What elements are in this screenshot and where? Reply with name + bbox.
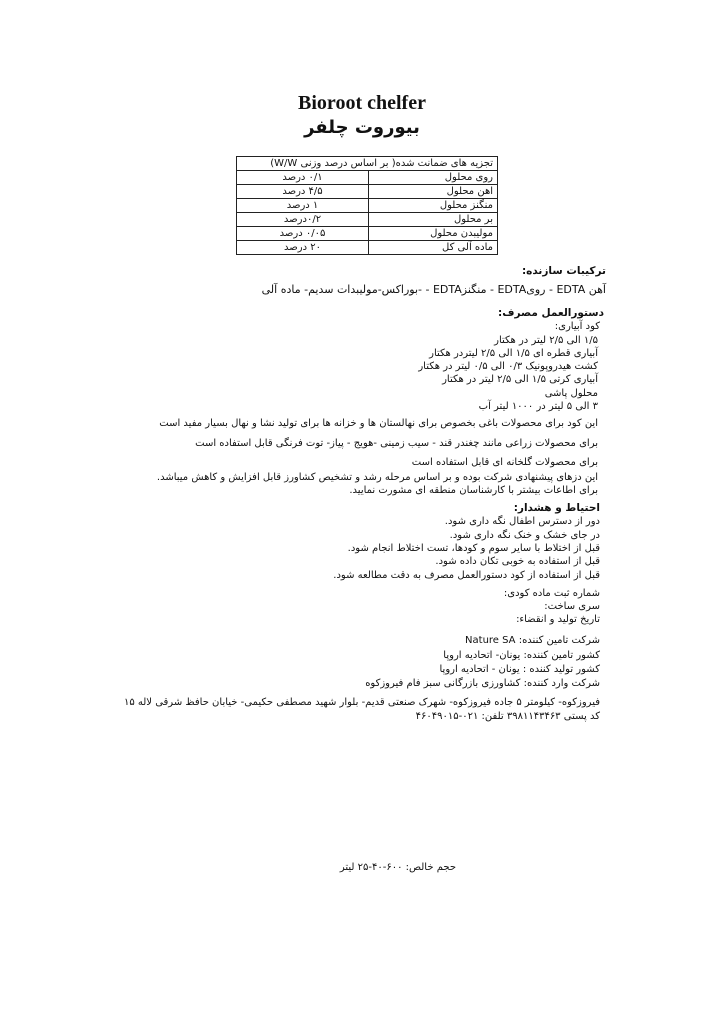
- importer-address: فیروزکوه- کیلومتر ۵ جاده فیروزکوه- شهرک صنعتی قدیم- بلوار شهید مصطفی حکیمی- خیابان حافظ شرقی لاله ۱۵: [123, 697, 600, 708]
- usage-note: برای محصولات گلخانه ای قابل استفاده است: [411, 457, 598, 468]
- usage-note: این کود برای محصولات باغی بخصوص برای نهالستان ها و خزانه ها برای تولید نشا و نهال بسیار مفید است: [159, 418, 598, 429]
- usage-line: آبیاری کرتی ۱/۵ الی ۲/۵ لیتر در هکتار: [442, 374, 598, 385]
- composition-text: آهن EDTA - رویEDTA - منگنزEDTA - -بوراکس-مولیبدات سدیم- ماده آلی: [261, 283, 606, 296]
- warning-line: قبل از استفاده از کود دستورالعمل مصرف به دقت مطالعه شود.: [333, 570, 600, 581]
- usage-line: کشت هیدروپونیک ۰/۳ الی ۰/۵ لیتر در هکتار: [418, 361, 598, 372]
- nutrient-name: ماده آلی کل: [369, 241, 498, 255]
- nutrient-name: منگنز محلول: [369, 199, 498, 213]
- usage-note: این دزهای پیشنهادی شرکت بوده و بر اساس مرحله رشد و تشخیص کشاورز قابل افزایش و کاهش میباشد.: [156, 472, 598, 483]
- postal-code-phone: کد پستی ۳۹۸۱۱۴۳۴۶۳ تلفن: ۰۲۱-۴۶۰۴۹۰۱۵: [415, 711, 600, 722]
- usage-line: محلول پاشی: [544, 388, 598, 399]
- table-row: [237, 213, 498, 227]
- usage-line: کود آبیاری:: [554, 321, 600, 332]
- table-row: [237, 241, 498, 255]
- usage-note: برای اطاعات بیشتر با کارشناسان منطقه ای مشورت نمایید.: [349, 485, 598, 496]
- usage-heading: دستورالعمل مصرف:: [498, 307, 604, 319]
- product-title-en: Bioroot chelfer: [298, 92, 426, 114]
- nutrient-value: ۰/۲درصد: [237, 213, 369, 227]
- usage-line: آبیاری قطره ای ۱/۵ الی ۲/۵ لیتردر هکتار: [429, 348, 598, 359]
- registration-number: شماره ثبت ماده کودی:: [503, 588, 600, 599]
- product-title-fa: بیوروت چلفر: [304, 117, 420, 138]
- composition-heading: ترکیبات سازنده:: [521, 265, 606, 277]
- table-row: [237, 227, 498, 241]
- nutrient-value: ۰/۰۵ درصد: [237, 227, 369, 241]
- table-row: [237, 199, 498, 213]
- supplier-company: شرکت تامین کننده: Nature SA: [465, 635, 600, 646]
- nutrient-name: اهن محلول: [369, 185, 498, 199]
- warning-line: دور از دسترس اطفال نگه داری شود.: [444, 516, 600, 527]
- nutrient-value: ۲۰ درصد: [237, 241, 369, 255]
- usage-line: ۱/۵ الی ۲/۵ لیتر در هکتار: [494, 335, 598, 346]
- warning-line: قبل از اختلاط با سایر سوم و کودها، تست اختلاط انجام شود.: [347, 543, 600, 554]
- guarantee-table: [236, 156, 498, 255]
- supplier-country: کشور تامین کننده: یونان- اتحادیه اروپا: [443, 650, 600, 661]
- guarantee-table-header: تجزیه های ضمانت شده( بر اساس درصد وزنی W/W): [237, 157, 498, 171]
- table-row: [237, 185, 498, 199]
- usage-line: ۳ الی ۵ لیتر در ۱۰۰۰ لیتر آب: [478, 401, 598, 412]
- nutrient-name: بر محلول: [369, 213, 498, 227]
- warning-line: قبل از استفاده به خوبی تکان داده شود.: [435, 556, 600, 567]
- nutrient-value: ۴/۵ درصد: [237, 185, 369, 199]
- nutrient-name: مولیبدن محلول: [369, 227, 498, 241]
- batch-number: سری ساخت:: [544, 601, 600, 612]
- nutrient-name: روی محلول: [369, 171, 498, 185]
- nutrient-value: ۰/۱ درصد: [237, 171, 369, 185]
- usage-note: برای محصولات زراعی مانند چغندر قند - سیب زمینی -هویج - پیاز- توت فرنگی قابل استفاده است: [195, 438, 598, 449]
- producer-country: کشور تولید کننده : یونان - اتحادیه اروپا: [439, 664, 600, 675]
- net-volume: حجم خالص: ۶۰۰-۴۰-۲۵ لیتر: [339, 862, 456, 873]
- table-row: [237, 171, 498, 185]
- production-expiry-date: تاریخ تولید و انقضاء:: [516, 614, 600, 625]
- importer-company: شرکت وارد کننده: کشاورزی بازرگانی سبز فام فیروزکوه: [365, 678, 600, 689]
- warning-line: در جای خشک و خنک نگه داری شود.: [449, 530, 600, 541]
- nutrient-value: ۱ درصد: [237, 199, 369, 213]
- warning-heading: احتیاط و هشدار:: [513, 502, 600, 514]
